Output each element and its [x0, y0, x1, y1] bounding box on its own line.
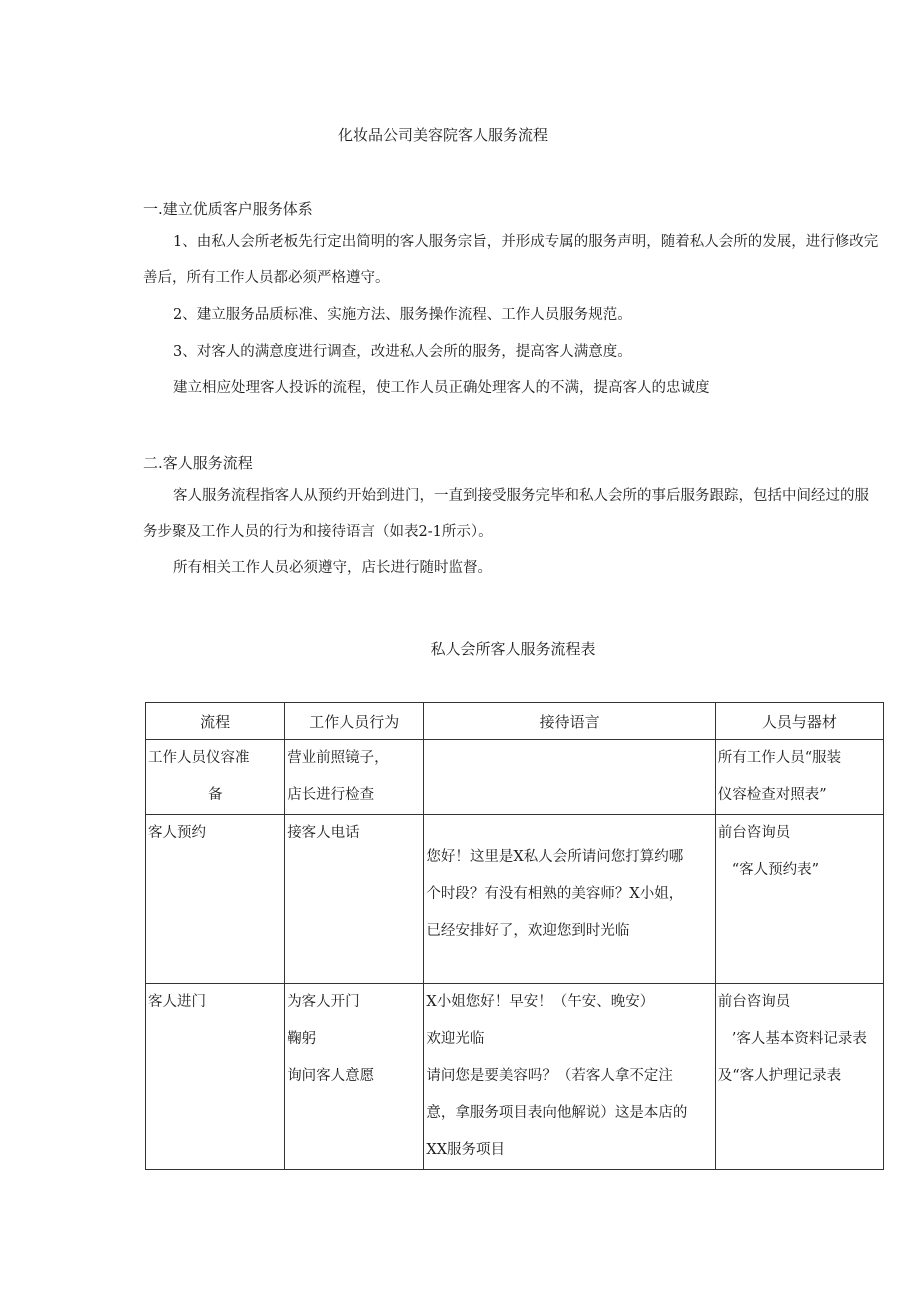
cell-action [285, 815, 424, 984]
cell-line: 仪容检查对照表” [717, 787, 827, 803]
paragraph-4: 建立相应处理客人投诉的流程，使工作人员正确处理客人的不满，提高客人的忠诚度 [173, 380, 710, 396]
cell-line: 为客人开门 [287, 994, 360, 1010]
cell-line: XX服务项目 [426, 1142, 506, 1158]
cell-line: 您好！这里是X私人会所请问您打算约哪 [426, 849, 684, 865]
cell-process [146, 740, 285, 815]
cell-line: 个时段？有没有相熟的美容师？X小姐， [426, 886, 684, 902]
cell-line: X小姐您好！早安！（午安、晚安） [426, 994, 655, 1010]
header-staff: 人员与器材 [715, 703, 883, 740]
service-flow-table [145, 702, 884, 1170]
cell-line: 接客人电话 [287, 825, 360, 841]
section-heading-2: 二.客人服务流程 [143, 454, 253, 472]
cell-line: 及“客人护理记录表 [717, 1068, 842, 1084]
paragraph-3: 3、对客人的满意度进行调查，改进私人会所的服务，提高客人满意度。 [173, 344, 632, 360]
cell-speech [424, 984, 715, 1170]
cell-line: ’客人基本资料记录表 [731, 1031, 867, 1047]
cell-line: 店长进行检查 [287, 787, 375, 803]
paragraph-1: 1、由私人会所老板先行定出简明的客人服务宗旨，并形成专属的服务声明，随着私人会所的发展，进行修改完善后，所有工作人员都必须严格遵守。 [143, 234, 879, 286]
table-row [146, 984, 884, 1170]
cell-line: 意，拿服务项目表向他解说）这是本店的 [426, 1105, 688, 1121]
header-action: 工作人员行为 [285, 703, 424, 740]
cell-staff [715, 815, 883, 984]
cell-line: 询问客人意愿 [287, 1068, 375, 1084]
section-heading-1: 一.建立优质客户服务体系 [143, 200, 313, 218]
table-header-row [146, 703, 884, 740]
table-row [146, 815, 884, 984]
cell-line: 营业前照镜子， [287, 750, 389, 766]
cell-line: 客人预约 [148, 825, 206, 841]
cell-line: 欢迎光临 [426, 1031, 485, 1047]
cell-line: 已经安排好了，欢迎您到时光临 [426, 923, 630, 939]
table-row [146, 740, 884, 815]
paragraph-2: 2、建立服务品质标准、实施方法、服务操作流程、工作人员服务规范。 [173, 307, 632, 323]
cell-line: 客人进门 [148, 994, 206, 1010]
cell-line: 前台咨询员 [717, 825, 791, 841]
paragraph-6: 所有相关工作人员必须遵守，店长进行随时监督。 [173, 560, 492, 576]
cell-line: 前台咨询员 [717, 994, 791, 1010]
cell-line: 备 [208, 787, 223, 803]
cell-action [285, 740, 424, 815]
header-speech: 接待语言 [424, 703, 715, 740]
cell-staff [715, 740, 883, 815]
cell-speech [424, 740, 715, 815]
table-title: 私人会所客人服务流程表 [430, 640, 596, 658]
cell-line: 鞠躬 [287, 1031, 317, 1047]
cell-line: “客人预约表” [731, 862, 820, 878]
cell-process [146, 984, 285, 1170]
cell-line: 请问您是要美容吗？（若客人拿不定注 [426, 1068, 673, 1084]
cell-line: 所有工作人员“服装 [717, 750, 842, 766]
header-process: 流程 [146, 703, 285, 740]
cell-action [285, 984, 424, 1170]
paragraph-5: 客人服务流程指客人从预约开始到进门，一直到接受服务完毕和私人会所的事后服务跟踪，包括中间经过的服务步聚及工作人员的行为和接待语言（如表2-1所示）。 [143, 488, 869, 540]
cell-line: 工作人员仪容准 [148, 750, 250, 766]
cell-process [146, 815, 285, 984]
page-title: 化妆品公司美容院客人服务流程 [337, 126, 548, 144]
cell-staff [715, 984, 883, 1170]
cell-speech [424, 815, 715, 984]
